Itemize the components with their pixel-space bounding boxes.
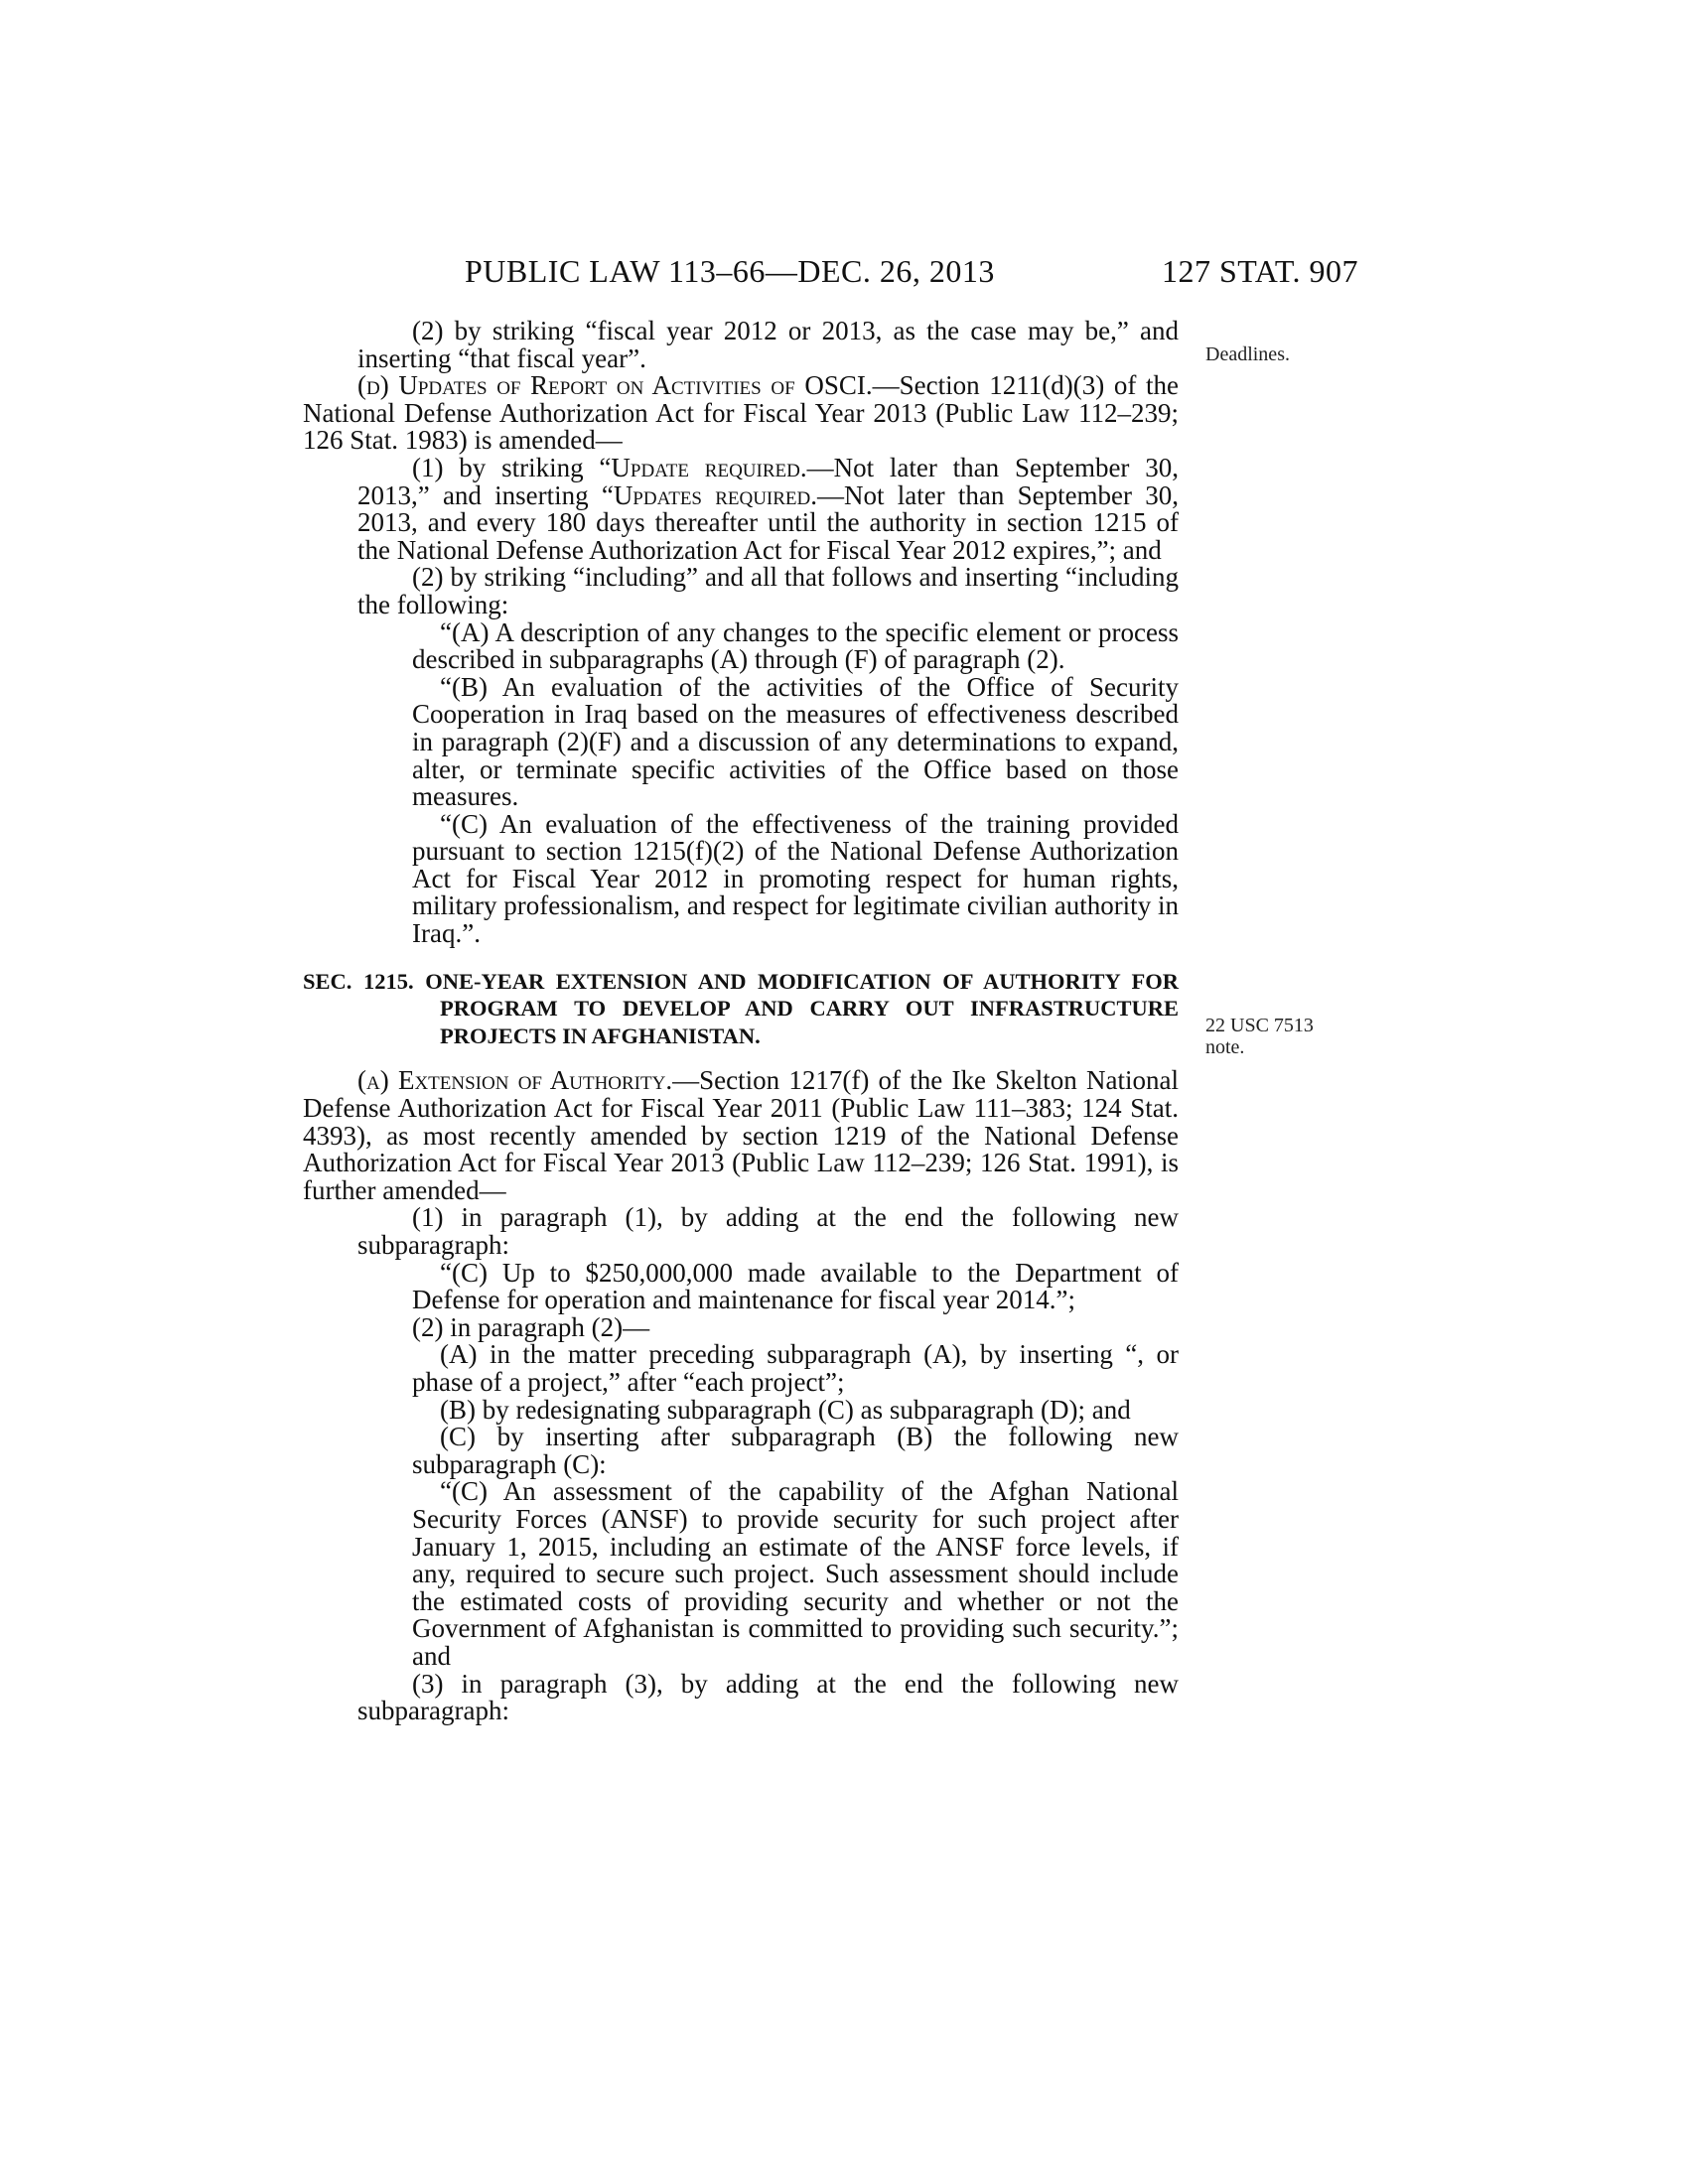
small-caps-run: Update required. [611, 452, 807, 482]
law-citation-header: PUBLIC LAW 113–66—DEC. 26, 2013 [465, 253, 995, 289]
subparagraph-c-funds: “(C) Up to $250,000,000 made available to the Department of Defense for operation and maintenance for fiscal year 2014.”; [412, 1257, 1179, 1315]
subsection-a-heading: (a) Extension of Authority. [357, 1065, 673, 1096]
document-body [303, 318, 1179, 1725]
subsection-d [303, 372, 1179, 455]
paragraph-2-including: (2) by striking “including” and all that follows and inserting “including the following: [357, 562, 1179, 619]
paragraph-3-in-paragraph-3: (3) in paragraph (3), by adding at the end the following new subparagraph: [357, 1668, 1179, 1726]
subsection-d-heading: (d) Updates of Report on Activities of OSCI. [357, 370, 873, 401]
section-1215-heading: SEC. 1215. ONE-YEAR EXTENSION AND MODIFICATION OF AUTHORITY FOR PROGRAM TO DEVELOP AND CARRY OUT INFRASTRUCTURE PROJECTS IN AFGHANISTAN. [303, 968, 1179, 1048]
text-run: (1) by striking “ [412, 452, 612, 482]
paragraph-2-in-paragraph-2: (2) in paragraph (2)— [412, 1311, 650, 1342]
clause-c: (C) by inserting after subparagraph (B) the following new subparagraph (C): [412, 1422, 1179, 1479]
paragraph-2-striking: (2) by striking “fiscal year 2012 or 2013, as the case may be,” and inserting “that fiscal year”. [357, 316, 1179, 373]
text-run: —Not later than September 30, 2013,” and inserting “ [357, 452, 1179, 510]
subsection-a-text: —Section 1217(f) of the Ike Skelton National Defense Authorization Act for Fiscal Year 2011 (Public Law 111–383; 124 Stat. 4393), as most recently amended by section 1219 of the National Defense Authorization Act for Fiscal Year 2013 (Public Law 112–239; 126 Stat. 1991), is further amended— [303, 1065, 1179, 1205]
paragraph-1-in-paragraph-1: (1) in paragraph (1), by adding at the end the following new subparagraph: [357, 1202, 1179, 1260]
page-header [0, 253, 1688, 293]
margin-note-usc: 22 USC 7513 note. [1205, 1015, 1314, 1058]
text-run: —Not later than September 30, 2013, and every 180 days thereafter until the authority in section 1215 of the National Defense Authorization Act for Fiscal Year 2012 expires,”; and [357, 479, 1179, 565]
small-caps-run: Updates required. [613, 479, 817, 510]
subparagraph-b-evaluation: “(B) An evaluation of the activities of the Office of Security Cooperation in Iraq based on the measures of effectiveness described in paragraph (2)(F) and a discussion of any determinations to expand, alter, or terminate specific activities of the Office based on those measures. [412, 671, 1179, 812]
subparagraph-c-evaluation: “(C) An evaluation of the effectiveness of the training provided pursuant to section 1215(f)(2) of the National Defense Authorization Act for Fiscal Year 2012 in promoting respect for human rights, military professionalism, and respect for legitimate civilian authority in Iraq.”. [412, 808, 1179, 949]
clause-b: (B) by redesignating subparagraph (C) as subparagraph (D); and [440, 1394, 1131, 1425]
subparagraph-c-assessment: “(C) An assessment of the capability of the Afghan National Security Forces (ANSF) to provide security for such project after January 1, 2015, including an estimate of the ANSF force levels, if any, required to secure such project. Such assessment should include the estimated costs of providing security and whether or not the Government of Afghanistan is committed to providing such security.”; and [412, 1476, 1179, 1671]
clause-a: (A) in the matter preceding subparagraph (A), by inserting “, or phase of a project,” after “each project”; [412, 1339, 1179, 1397]
subsection-d-text: —Section 1211(d)(3) of the National Defense Authorization Act for Fiscal Year 2013 (Public Law 112–239; 126 Stat. 1983) is amended— [303, 370, 1179, 456]
stat-page-number: 127 STAT. 907 [1162, 253, 1359, 289]
subsection-a [303, 1067, 1179, 1204]
subparagraph-a-description: “(A) A description of any changes to the specific element or process described in subparagraphs (A) through (F) of paragraph (2). [412, 616, 1179, 675]
margin-note-deadlines: Deadlines. [1205, 343, 1290, 365]
paragraph-1-update [303, 452, 1179, 565]
